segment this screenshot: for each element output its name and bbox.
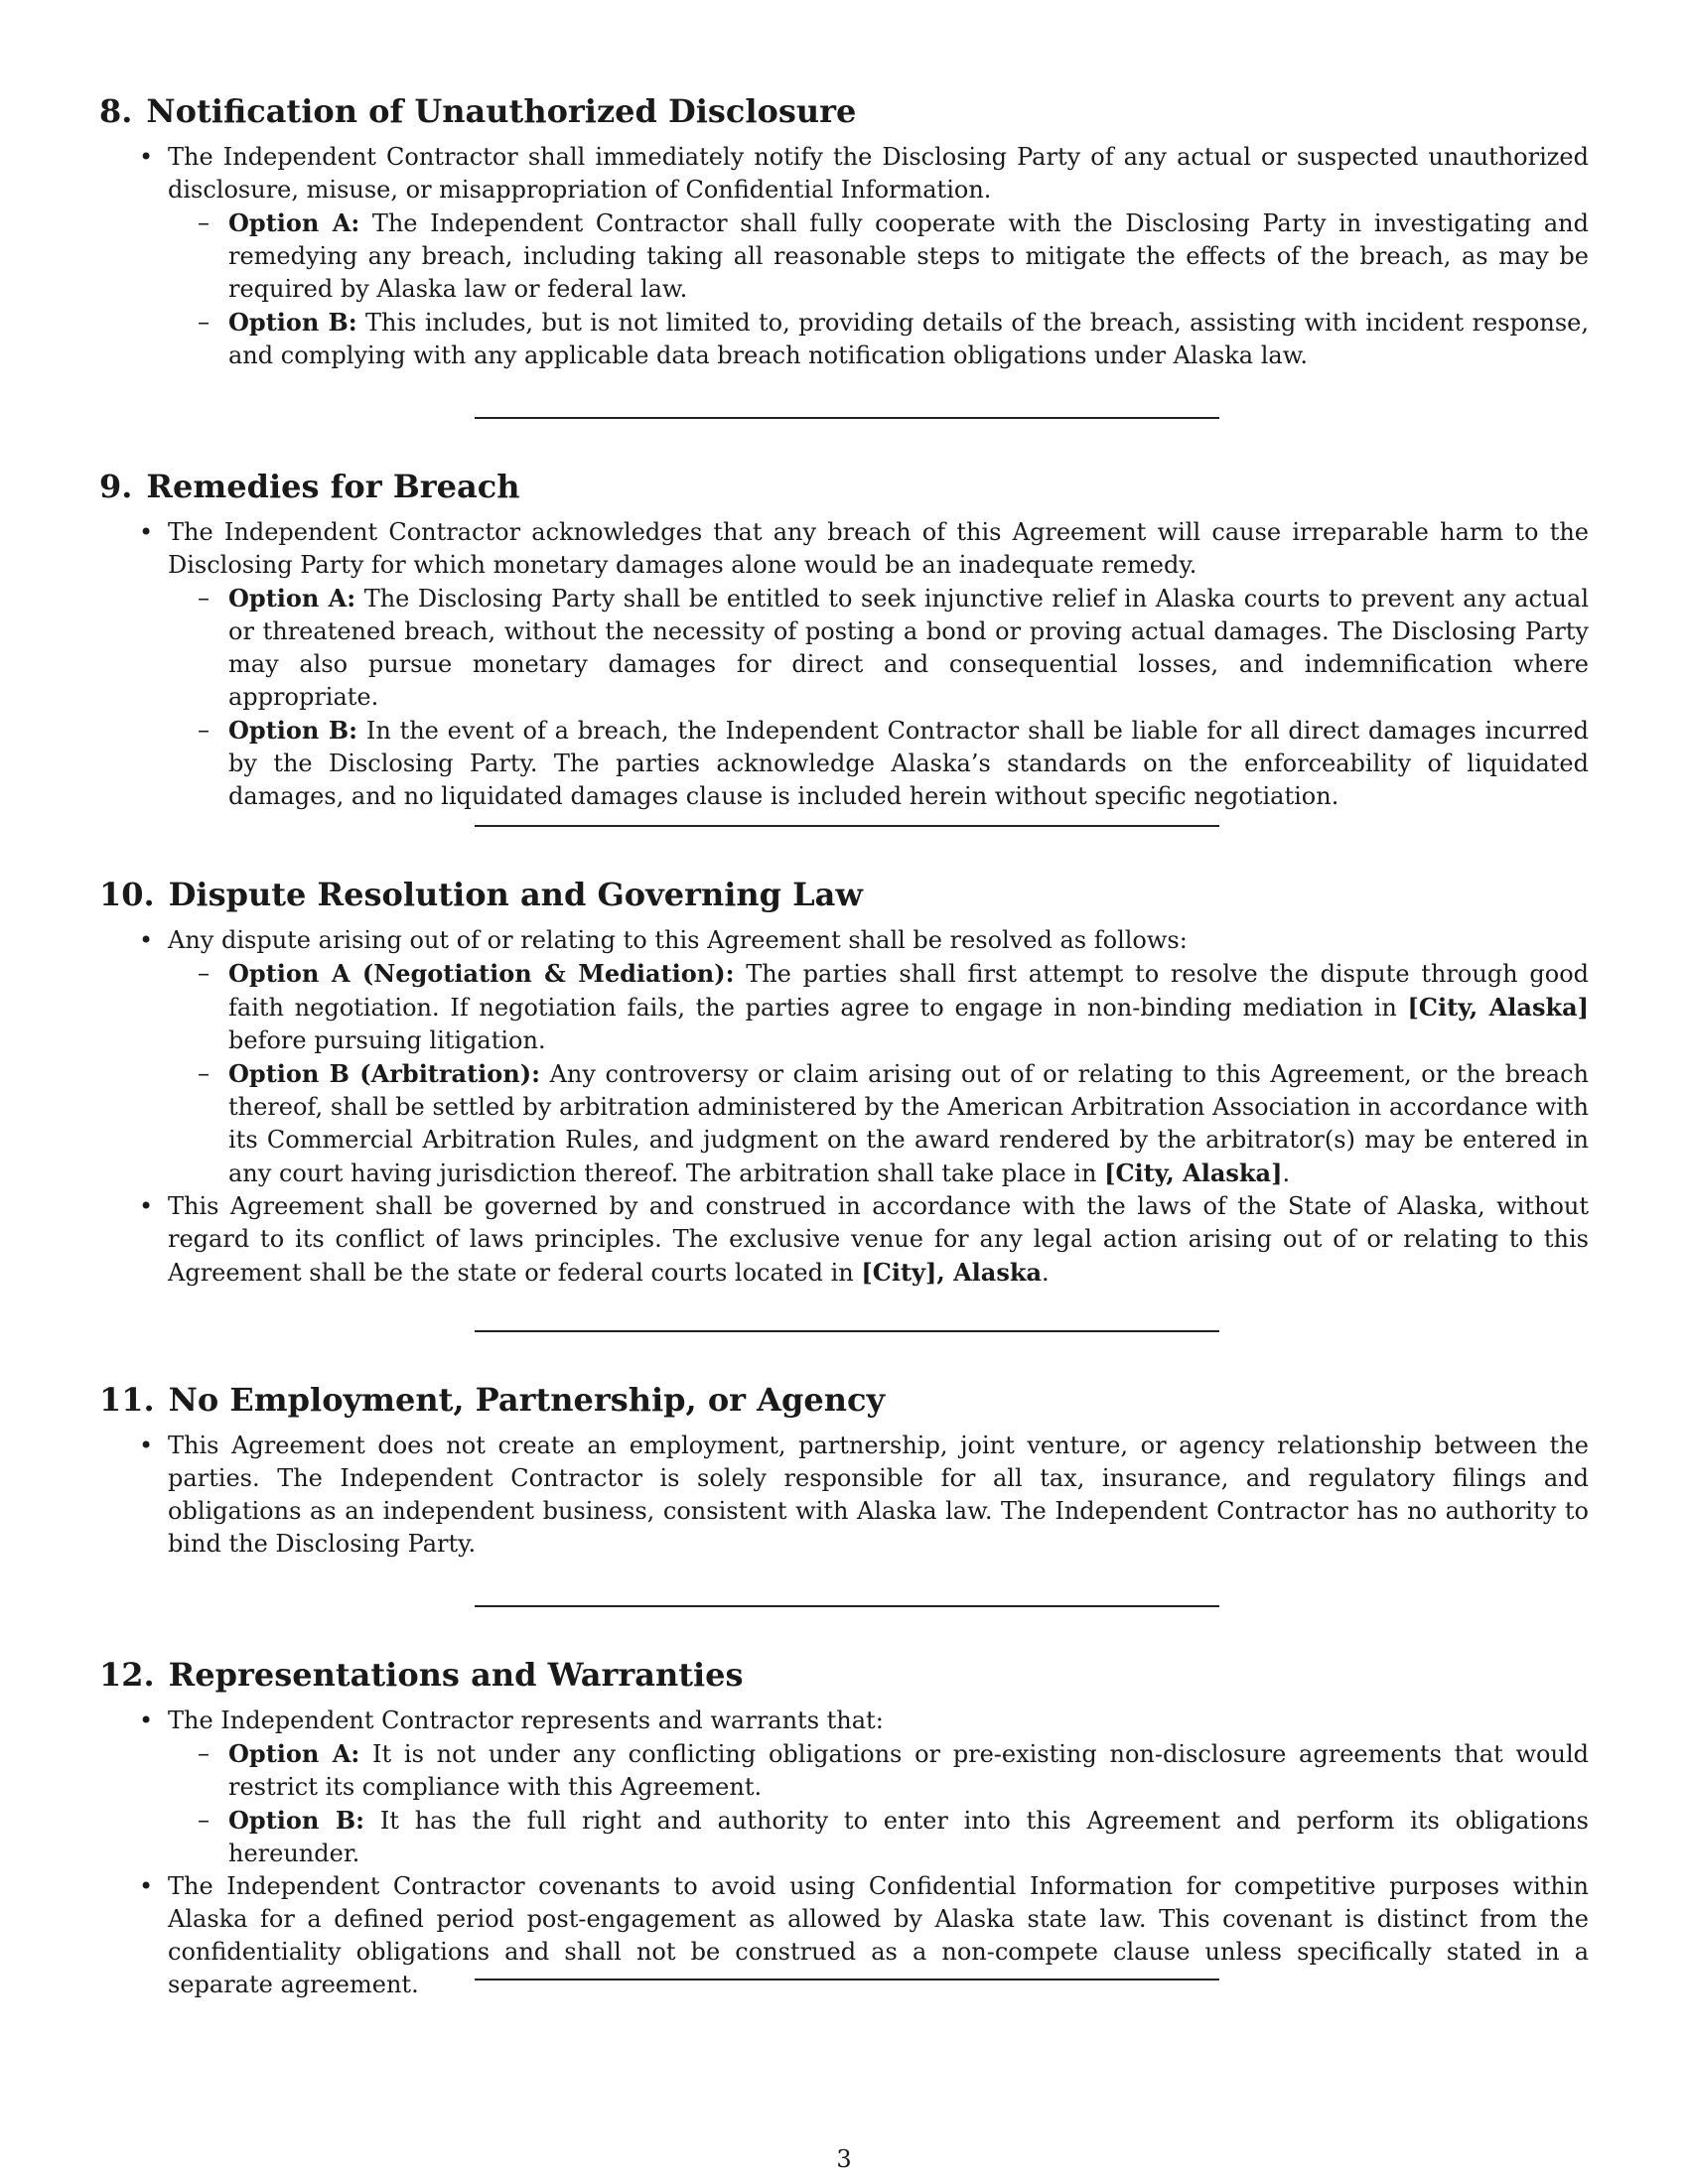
section-number: 10. — [99, 876, 155, 913]
option-item — [168, 206, 1589, 306]
section-title: Remedies for Breach — [146, 468, 520, 505]
bullet-list — [99, 1705, 1589, 2001]
section-title: No Employment, Partnership, or Agency — [168, 1381, 886, 1419]
placeholder-city: [City, Alaska] — [1104, 1159, 1283, 1187]
option-text: In the event of a breach, the Independent Contractor shall be liable for all direct damages incurred by the Disclosing Party. The parties acknowledge Alaska’s standards on the enforceability of liquidated damages, and no liquidated damages clause is included herein without specific negotiation. — [228, 717, 1590, 810]
bullet-item — [99, 1705, 1589, 1870]
option-item — [168, 582, 1589, 714]
option-label: Option B (Arbitration): — [228, 1059, 540, 1088]
option-label: Option A: — [228, 1739, 360, 1768]
page-number: 3 — [836, 2145, 852, 2173]
section-number: 9. — [99, 468, 133, 505]
bullet-item — [99, 924, 1589, 1190]
option-text: It is not under any conflicting obligations or pre-existing non-disclosure agreements that would restrict its compliance with this Agreement. — [228, 1740, 1589, 1801]
option-text: This includes, but is not limited to, providing details of the breach, assisting with incident response, and complying with any applicable data breach notification obligations under Alaska law. — [228, 309, 1589, 369]
option-label: Option B: — [228, 308, 357, 337]
option-list — [168, 957, 1589, 1190]
option-label: Option A: — [228, 208, 360, 237]
bullet-list — [99, 924, 1589, 1290]
option-text: The Independent Contractor shall fully cooperate with the Disclosing Party in investigating and remedying any breach, including taking all reasonable steps to mitigate the effects of the breach, as may be required by Alaska law or federal law. — [228, 209, 1589, 303]
section-divider — [475, 417, 1219, 419]
option-text-after: before pursuing litigation. — [228, 1026, 546, 1054]
option-label: Option A (Negotiation & Mediation): — [228, 959, 735, 988]
bullet-text: The Independent Contractor represents and warrants that: — [168, 1706, 884, 1734]
option-item — [168, 957, 1589, 1057]
bullet-item — [99, 1190, 1589, 1290]
option-item — [168, 714, 1589, 813]
section-8 — [99, 89, 1589, 372]
option-text: The parties shall first attempt to resolve the dispute through good faith negotiation. If negotiation fails, the parties agree to engage in non-binding mediation in — [228, 960, 1590, 1022]
section-divider — [475, 825, 1219, 827]
section-10 — [99, 873, 1589, 1290]
option-item — [168, 1737, 1589, 1804]
section-heading — [99, 873, 1589, 916]
option-list — [168, 582, 1589, 813]
bullet-text: This Agreement shall be governed by and construed in accordance with the laws of the State of Alaska, without regard to its conflict of laws principles. The exclusive venue for any legal action arising out of or relating to this Agreement shall be the state or federal courts located in — [168, 1192, 1589, 1287]
option-label: Option A: — [228, 584, 356, 613]
bullet-text: Any dispute arising out of or relating to this Agreement shall be resolved as follows: — [168, 926, 1188, 954]
section-heading — [99, 1653, 1589, 1697]
section-heading — [99, 89, 1589, 133]
section-divider — [475, 1979, 1219, 1980]
option-item — [168, 1057, 1589, 1190]
bullet-text: The Independent Contractor shall immediately notify the Disclosing Party of any actual or suspected unauthorized disclosure, misuse, or misappropriation of Confidential Information. — [168, 143, 1589, 204]
bullet-text: This Agreement does not create an employment, partnership, joint venture, or agency relationship between the parties. The Independent Contractor is solely responsible for all tax, insurance, and regulatory filings and obligations as an independent business, consistent with Alaska law. The Independent Contractor has no authority to bind the Disclosing Party. — [168, 1432, 1589, 1558]
option-text: The Disclosing Party shall be entitled to seek injunctive relief in Alaska courts to prevent any actual or threatened breach, without the necessity of posting a bond or proving actual damages. The Disclosing Party may also pursue monetary damages for direct and consequential losses, and indemnification where appropriate. — [228, 585, 1589, 711]
option-item — [168, 1804, 1589, 1870]
bullet-item — [99, 141, 1589, 372]
section-title: Notification of Unauthorized Disclosure — [146, 92, 857, 130]
section-divider — [475, 1605, 1219, 1607]
placeholder-city: [City, Alaska] — [1407, 993, 1589, 1022]
section-number: 8. — [99, 92, 133, 130]
bullet-text: The Independent Contractor covenants to avoid using Confidential Information for competitive purposes within Alaska for a defined period post-engagement as allowed by Alaska state law. This covenant is distinct from the confidentiality obligations and shall not be construed as a non-compete clause unless specifically stated in a separate agreement. — [168, 1872, 1589, 1998]
bullet-list — [99, 516, 1589, 813]
section-heading — [99, 465, 1589, 508]
option-item — [168, 306, 1589, 372]
section-number: 12. — [99, 1656, 155, 1694]
bullet-item — [99, 516, 1589, 813]
option-text: Any controversy or claim arising out of or relating to this Agreement, or the breach thereof, shall be settled by arbitration administered by the American Arbitration Association in accordance with its Commercial Arbitration Rules, and judgment on the award rendered by the arbitrator(s) may be entered in any court having jurisdiction thereof. The arbitration shall take place in — [228, 1060, 1589, 1187]
section-title: Dispute Resolution and Governing Law — [168, 876, 863, 913]
section-title: Representations and Warranties — [168, 1656, 744, 1694]
bullet-text-after: . — [1042, 1259, 1050, 1287]
section-9 — [99, 465, 1589, 813]
bullet-item — [99, 1430, 1589, 1561]
bullet-item — [99, 1870, 1589, 2001]
section-divider — [475, 1330, 1219, 1332]
section-11 — [99, 1378, 1589, 1561]
section-12 — [99, 1653, 1589, 2001]
option-label: Option B: — [228, 1806, 365, 1835]
section-number: 11. — [99, 1381, 155, 1419]
placeholder-city: [City], Alaska — [861, 1258, 1043, 1287]
option-list — [168, 1737, 1589, 1870]
bullet-list — [99, 141, 1589, 372]
option-list — [168, 206, 1589, 372]
option-text: It has the full right and authority to enter into this Agreement and perform its obligations hereunder. — [228, 1807, 1589, 1867]
option-label: Option B: — [228, 716, 358, 745]
option-text-after: . — [1282, 1160, 1291, 1187]
section-heading — [99, 1378, 1589, 1422]
bullet-list — [99, 1430, 1589, 1561]
bullet-text: The Independent Contractor acknowledges that any breach of this Agreement will cause irreparable harm to the Disclosing Party for which monetary damages alone would be an inadequate remedy. — [168, 518, 1589, 579]
